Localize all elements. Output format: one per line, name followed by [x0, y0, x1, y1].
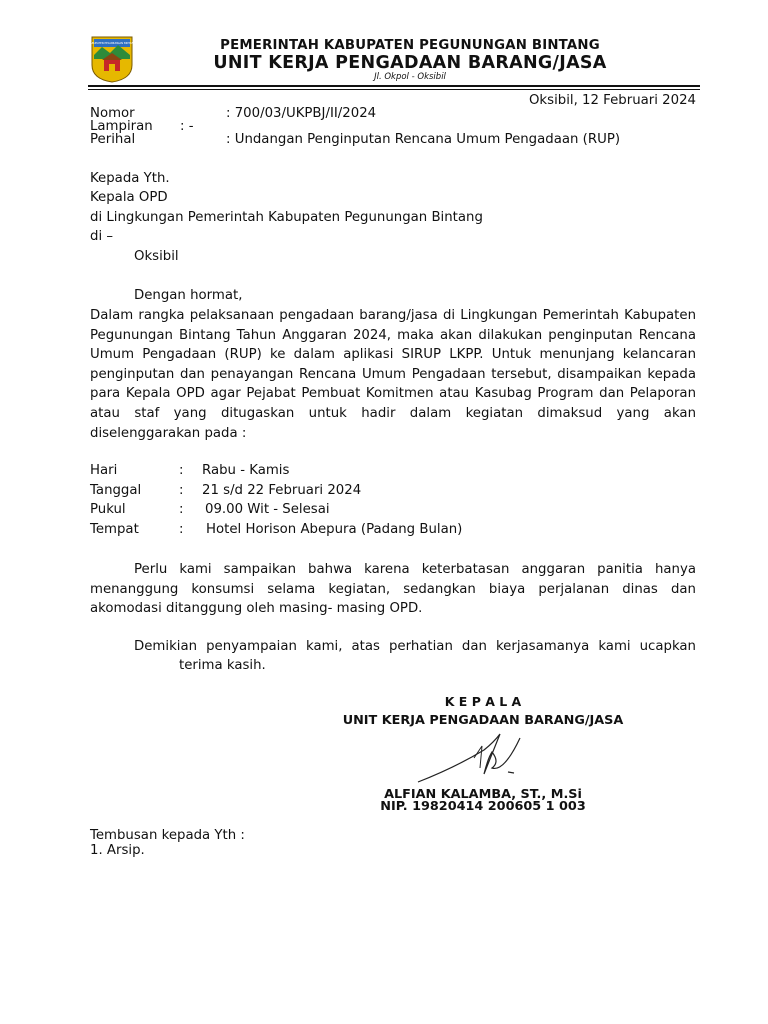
signature-unit: UNIT KERJA PENGADAAN BARANG/JASA [342, 713, 624, 728]
addressee-city: Oksibil [134, 249, 179, 264]
place-date: Oksibil, 12 Februari 2024 [528, 93, 696, 108]
cc-item-1: 1. Arsip. [90, 843, 145, 858]
body-paragraph-2: Perlu kami sampaikan bahwa karena keterbatasan anggaran panitia hanya menanggung konsumsi selama kegiatan, sedangkan biaya perjalanan dinas dan akomodasi ditanggung oleh masing- masing OPD. [90, 562, 696, 617]
schedule-tempat-label: Tempat [90, 522, 139, 537]
handwritten-signature [414, 728, 526, 786]
lampiran-value: : - [180, 119, 194, 134]
schedule-colon: : [179, 483, 184, 498]
signatory-name: ALFIAN KALAMBA, ST., M.Si [384, 787, 582, 802]
letterhead-rule-thin [88, 89, 700, 90]
schedule-hari-value: Rabu - Kamis [202, 463, 290, 478]
nomor-value: : 700/03/UKPBJ/II/2024 [226, 106, 377, 121]
perihal-value: : Undangan Penginputan Rencana Umum Pengadaan (RUP) [226, 132, 621, 147]
schedule-tempat-value: Hotel Horison Abepura (Padang Bulan) [206, 522, 463, 537]
addressee-line2: Kepala OPD [90, 190, 168, 205]
addressee-line1: Kepada Yth. [90, 171, 170, 186]
addressee-line4: di – [90, 229, 114, 244]
body-paragraph-1: Dalam rangka pelaksanaan pengadaan barang/jasa di Lingkungan Pemerintah Kabupaten Pegunungan Bintang Tahun Anggaran 2024, maka akan dilakukan penginputan Rencana Umum Pengadaan (RUP) ke dalam aplikasi SIRUP LKPP. Untuk menunjang kelancaran penginputan dan penayangan Rencana Umum Pengadaan tersebut, disampaikan kepada para Kepala OPD agar Pejabat Pembuat Komitmen atau Kasubag Program dan Pelaporan atau staf yang ditugaskan untuk hadir dalam kegiatan dimaksud yang akan diselenggarakan pada : [90, 308, 696, 441]
letterhead-line1: PEMERINTAH KABUPATEN PEGUNUNGAN BINTANG [220, 38, 600, 53]
schedule-colon: : [179, 463, 184, 478]
schedule-tanggal-label: Tanggal [90, 483, 142, 498]
logo-caption: KABUPATEN PEGUNUNGAN BINTANG [88, 42, 136, 45]
schedule-pukul-value: 09.00 Wit - Selesai [205, 502, 330, 517]
closing-line1: Demikian penyampaian kami, atas perhatian dan kerjasamanya kami ucapkan [134, 639, 696, 654]
schedule-tanggal-value: 21 s/d 22 Februari 2024 [202, 483, 362, 498]
schedule-pukul-label: Pukul [90, 502, 126, 517]
nomor-label: Nomor [90, 106, 135, 121]
addressee-line3: di Lingkungan Pemerintah Kabupaten Pegunungan Bintang [90, 210, 483, 225]
schedule-hari-label: Hari [90, 463, 118, 478]
letterhead-rule-thick [88, 85, 700, 87]
letterhead-line2: UNIT KERJA PENGADAAN BARANG/JASA [213, 53, 607, 73]
schedule-colon: : [179, 522, 184, 537]
signature-title: K E P A L A [444, 694, 522, 709]
cc-heading: Tembusan kepada Yth : [90, 828, 245, 843]
closing-line2: terima kasih. [179, 658, 266, 673]
perihal-label: Perihal [90, 132, 136, 147]
schedule-colon: : [179, 502, 184, 517]
letterhead-address: Jl. Okpol - Oksibil [374, 72, 446, 82]
signatory-nip: NIP. 19820414 200605 1 003 [380, 799, 586, 814]
lampiran-label: Lampiran [90, 119, 153, 134]
greeting: Dengan hormat, [134, 288, 243, 303]
